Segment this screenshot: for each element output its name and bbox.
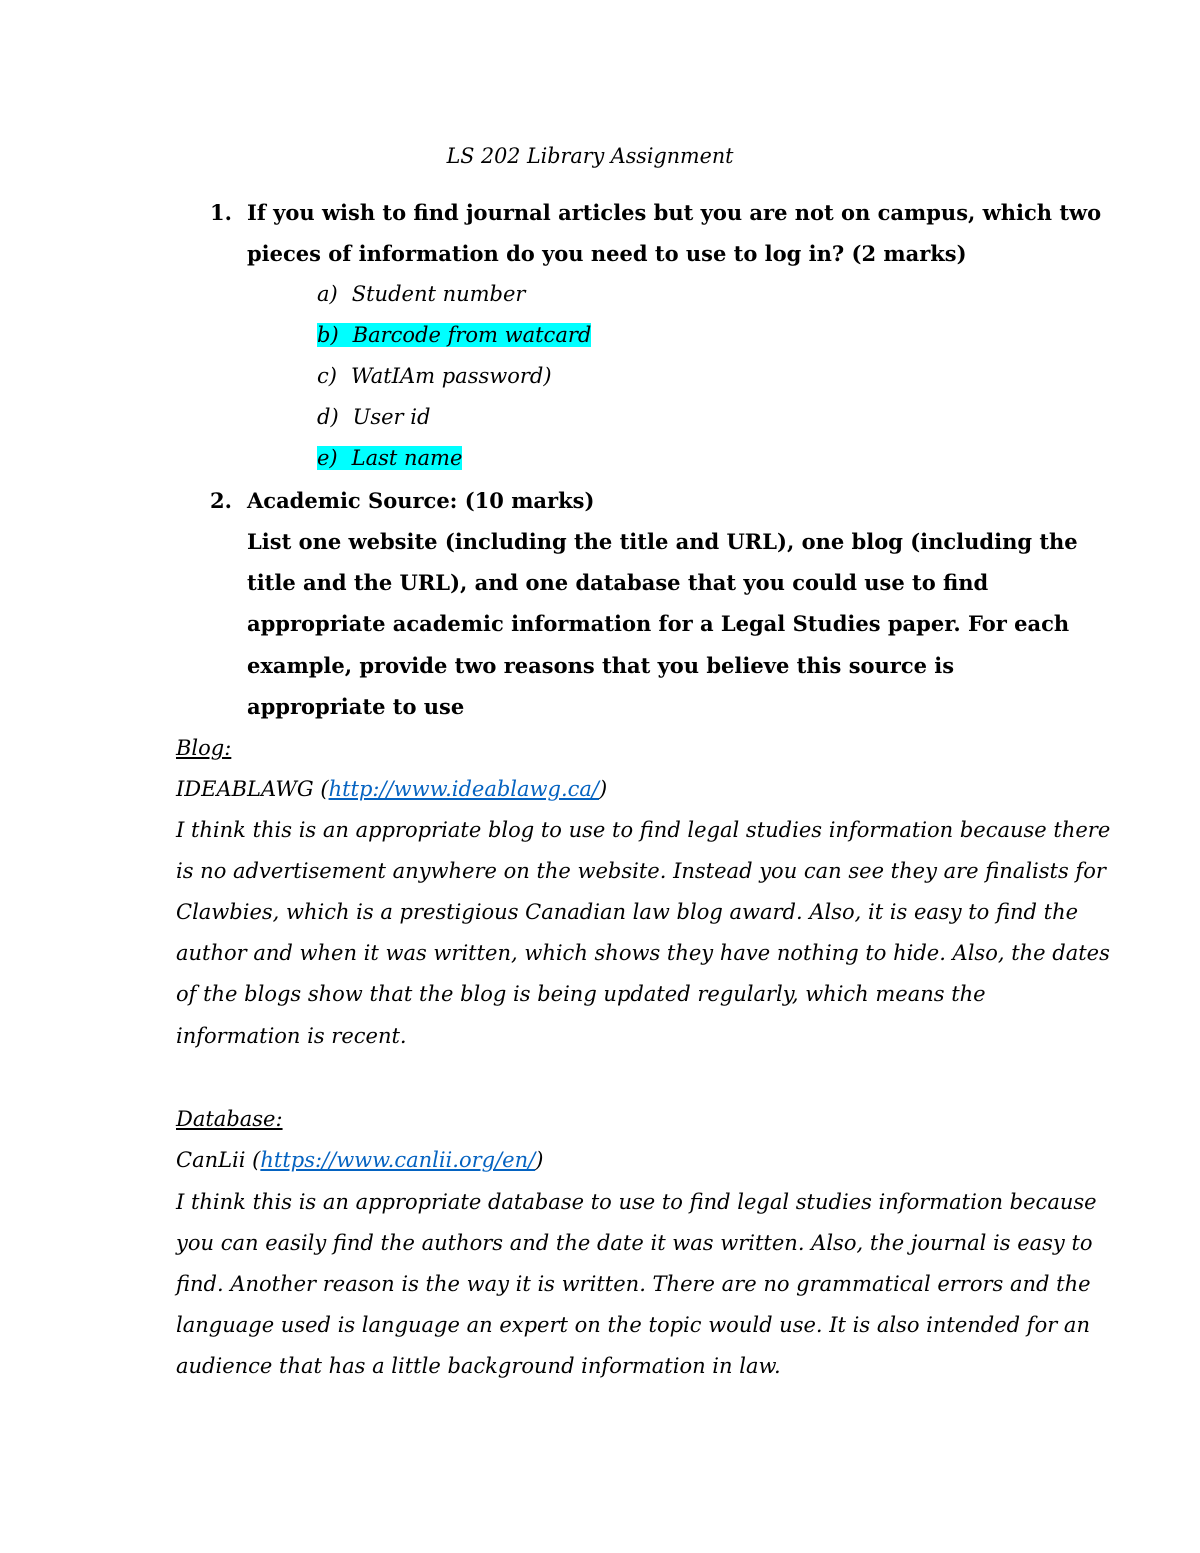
option-a (317, 274, 525, 315)
blog-text-line-1: I think this is an appropriate blog to use to find legal studies information because there (176, 818, 1111, 842)
option-text: User id (352, 405, 431, 429)
blog-heading: Blog: (176, 736, 232, 760)
option-letter: c) (317, 364, 337, 388)
option-b (317, 315, 591, 356)
option-text: Student number (351, 282, 526, 306)
option-letter: b) (317, 323, 339, 347)
blog-text-line-4: author and when it was written, which shows they have nothing to hide. Also, the dates (176, 941, 1110, 965)
blog-text-line-6: information is recent. (176, 1024, 407, 1048)
question-1-line-2: pieces of information do you need to use to log in? (2 marks) (247, 241, 967, 266)
blog-close-paren: ) (598, 777, 608, 801)
database-heading: Database: (176, 1107, 283, 1131)
question-2-line-5: example, provide two reasons that you believe this source is (247, 653, 955, 678)
database-url-link[interactable]: https://www.canlii.org/en/ (260, 1148, 536, 1172)
option-text: Last name (351, 446, 463, 470)
question-1-number: 1. (210, 200, 232, 225)
option-text: Barcode from watcard (352, 323, 592, 347)
option-d (317, 397, 430, 438)
blog-name: IDEABLAWG ( (176, 777, 329, 801)
option-letter: a) (317, 282, 338, 306)
database-source-line (176, 1140, 543, 1181)
option-text: WatIAm password) (350, 364, 552, 388)
database-text-line-2: you can easily find the authors and the date it was written. Also, the journal is easy to (176, 1231, 1093, 1255)
database-close-paren: ) (535, 1148, 544, 1172)
blog-source-line (176, 769, 607, 810)
blog-text-line-5: of the blogs show that the blog is being updated regularly, which means the (176, 982, 986, 1006)
database-text-line-4: language used is language an expert on the topic would use. It is also intended for an (176, 1313, 1090, 1337)
option-highlight (317, 446, 462, 470)
database-text-line-3: find. Another reason is the way it is written. There are no grammatical errors and the (176, 1272, 1091, 1296)
question-2-line-3: title and the URL), and one database that you could use to find (247, 570, 989, 595)
option-highlight (317, 323, 591, 347)
page-title: LS 202 Library Assignment (446, 144, 734, 168)
option-e (317, 438, 462, 479)
blog-text-line-3: Clawbies, which is a prestigious Canadian law blog award. Also, it is easy to find the (176, 900, 1079, 924)
question-1-line-1: If you wish to find journal articles but you are not on campus, which two (247, 200, 1102, 225)
option-letter: e) (317, 446, 338, 470)
option-letter: d) (317, 405, 339, 429)
question-2-number: 2. (210, 488, 232, 513)
blog-text-line-2: is no advertisement anywhere on the website. Instead you can see they are finalists for (176, 859, 1106, 883)
database-name: CanLii ( (176, 1148, 261, 1172)
question-2-line-6: appropriate to use (247, 694, 465, 719)
question-2-line-2: List one website (including the title and URL), one blog (including the (247, 529, 1078, 554)
option-c (317, 356, 552, 397)
question-2-line-4: appropriate academic information for a Legal Studies paper. For each (247, 611, 1070, 636)
database-text-line-1: I think this is an appropriate database to use to find legal studies information because (176, 1190, 1097, 1214)
question-2-line-1: Academic Source: (10 marks) (247, 488, 595, 513)
database-text-line-5: audience that has a little background information in law. (176, 1354, 781, 1378)
blog-url-link[interactable]: http://www.ideablawg.ca/ (328, 777, 599, 801)
